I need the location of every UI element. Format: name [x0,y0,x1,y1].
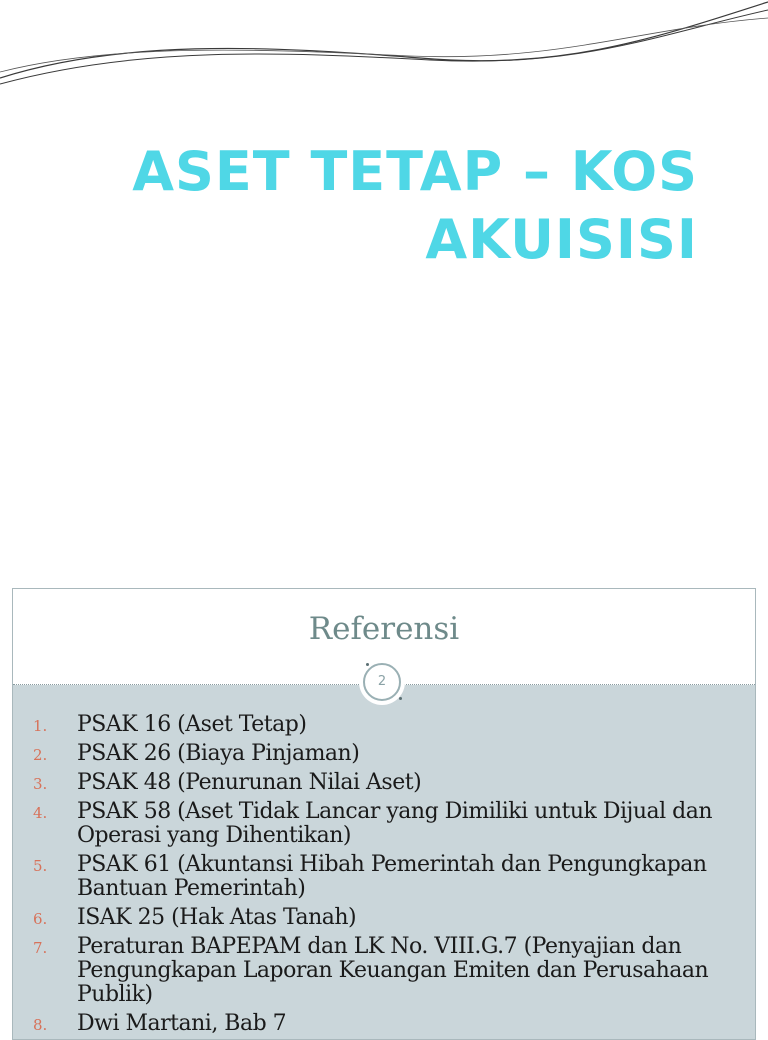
references-heading: Referensi [308,611,460,647]
reference-text: PSAK 48 (Penurunan Nilai Aset) [77,770,422,795]
reference-number: 4. [33,804,48,822]
reference-text: Peraturan BAPEPAM dan LK No. VIII.G.7 (Penyajian dan Pengungkapan Laporan Keuangan Emiten dan Perusahaan Publik) [77,934,709,1007]
reference-text: PSAK 16 (Aset Tetap) [77,712,307,737]
title-line-1: ASET TETAP – KOS [132,140,698,203]
reference-text: ISAK 25 (Hak Atas Tanah) [77,905,357,930]
reference-number: 1. [33,717,48,735]
reference-text: PSAK 61 (Akuntansi Hibah Pemerintah dan Pengungkapan Bantuan Pemerintah) [77,852,707,901]
reference-text: PSAK 58 (Aset Tidak Lancar yang Dimiliki untuk Dijual dan Operasi yang Dihentikan) [77,799,713,848]
reference-item [13,771,755,795]
reference-item [13,853,755,901]
reference-item [13,742,755,766]
reference-item [13,935,755,1007]
reference-item [13,800,755,848]
reference-text: PSAK 26 (Biaya Pinjaman) [77,741,360,766]
reference-number: 2. [33,746,48,764]
reference-number: 8. [33,1016,48,1034]
title-line-2: AKUISISI [425,208,698,271]
badge-dot-top [366,663,369,666]
badge-dot-bottom [399,697,402,700]
reference-number: 6. [33,910,48,928]
slide-title [58,138,698,274]
reference-number: 7. [33,939,48,957]
reference-number: 5. [33,857,48,875]
decorative-wave-lines [0,0,768,100]
reference-item [13,713,755,737]
page-number-badge: 2 [363,663,401,701]
reference-number: 3. [33,775,48,793]
reference-text: Dwi Martani, Bab 7 [77,1011,287,1036]
reference-item [13,1012,755,1036]
reference-list [13,713,755,1040]
reference-item [13,906,755,930]
slide-2 [12,588,756,1040]
